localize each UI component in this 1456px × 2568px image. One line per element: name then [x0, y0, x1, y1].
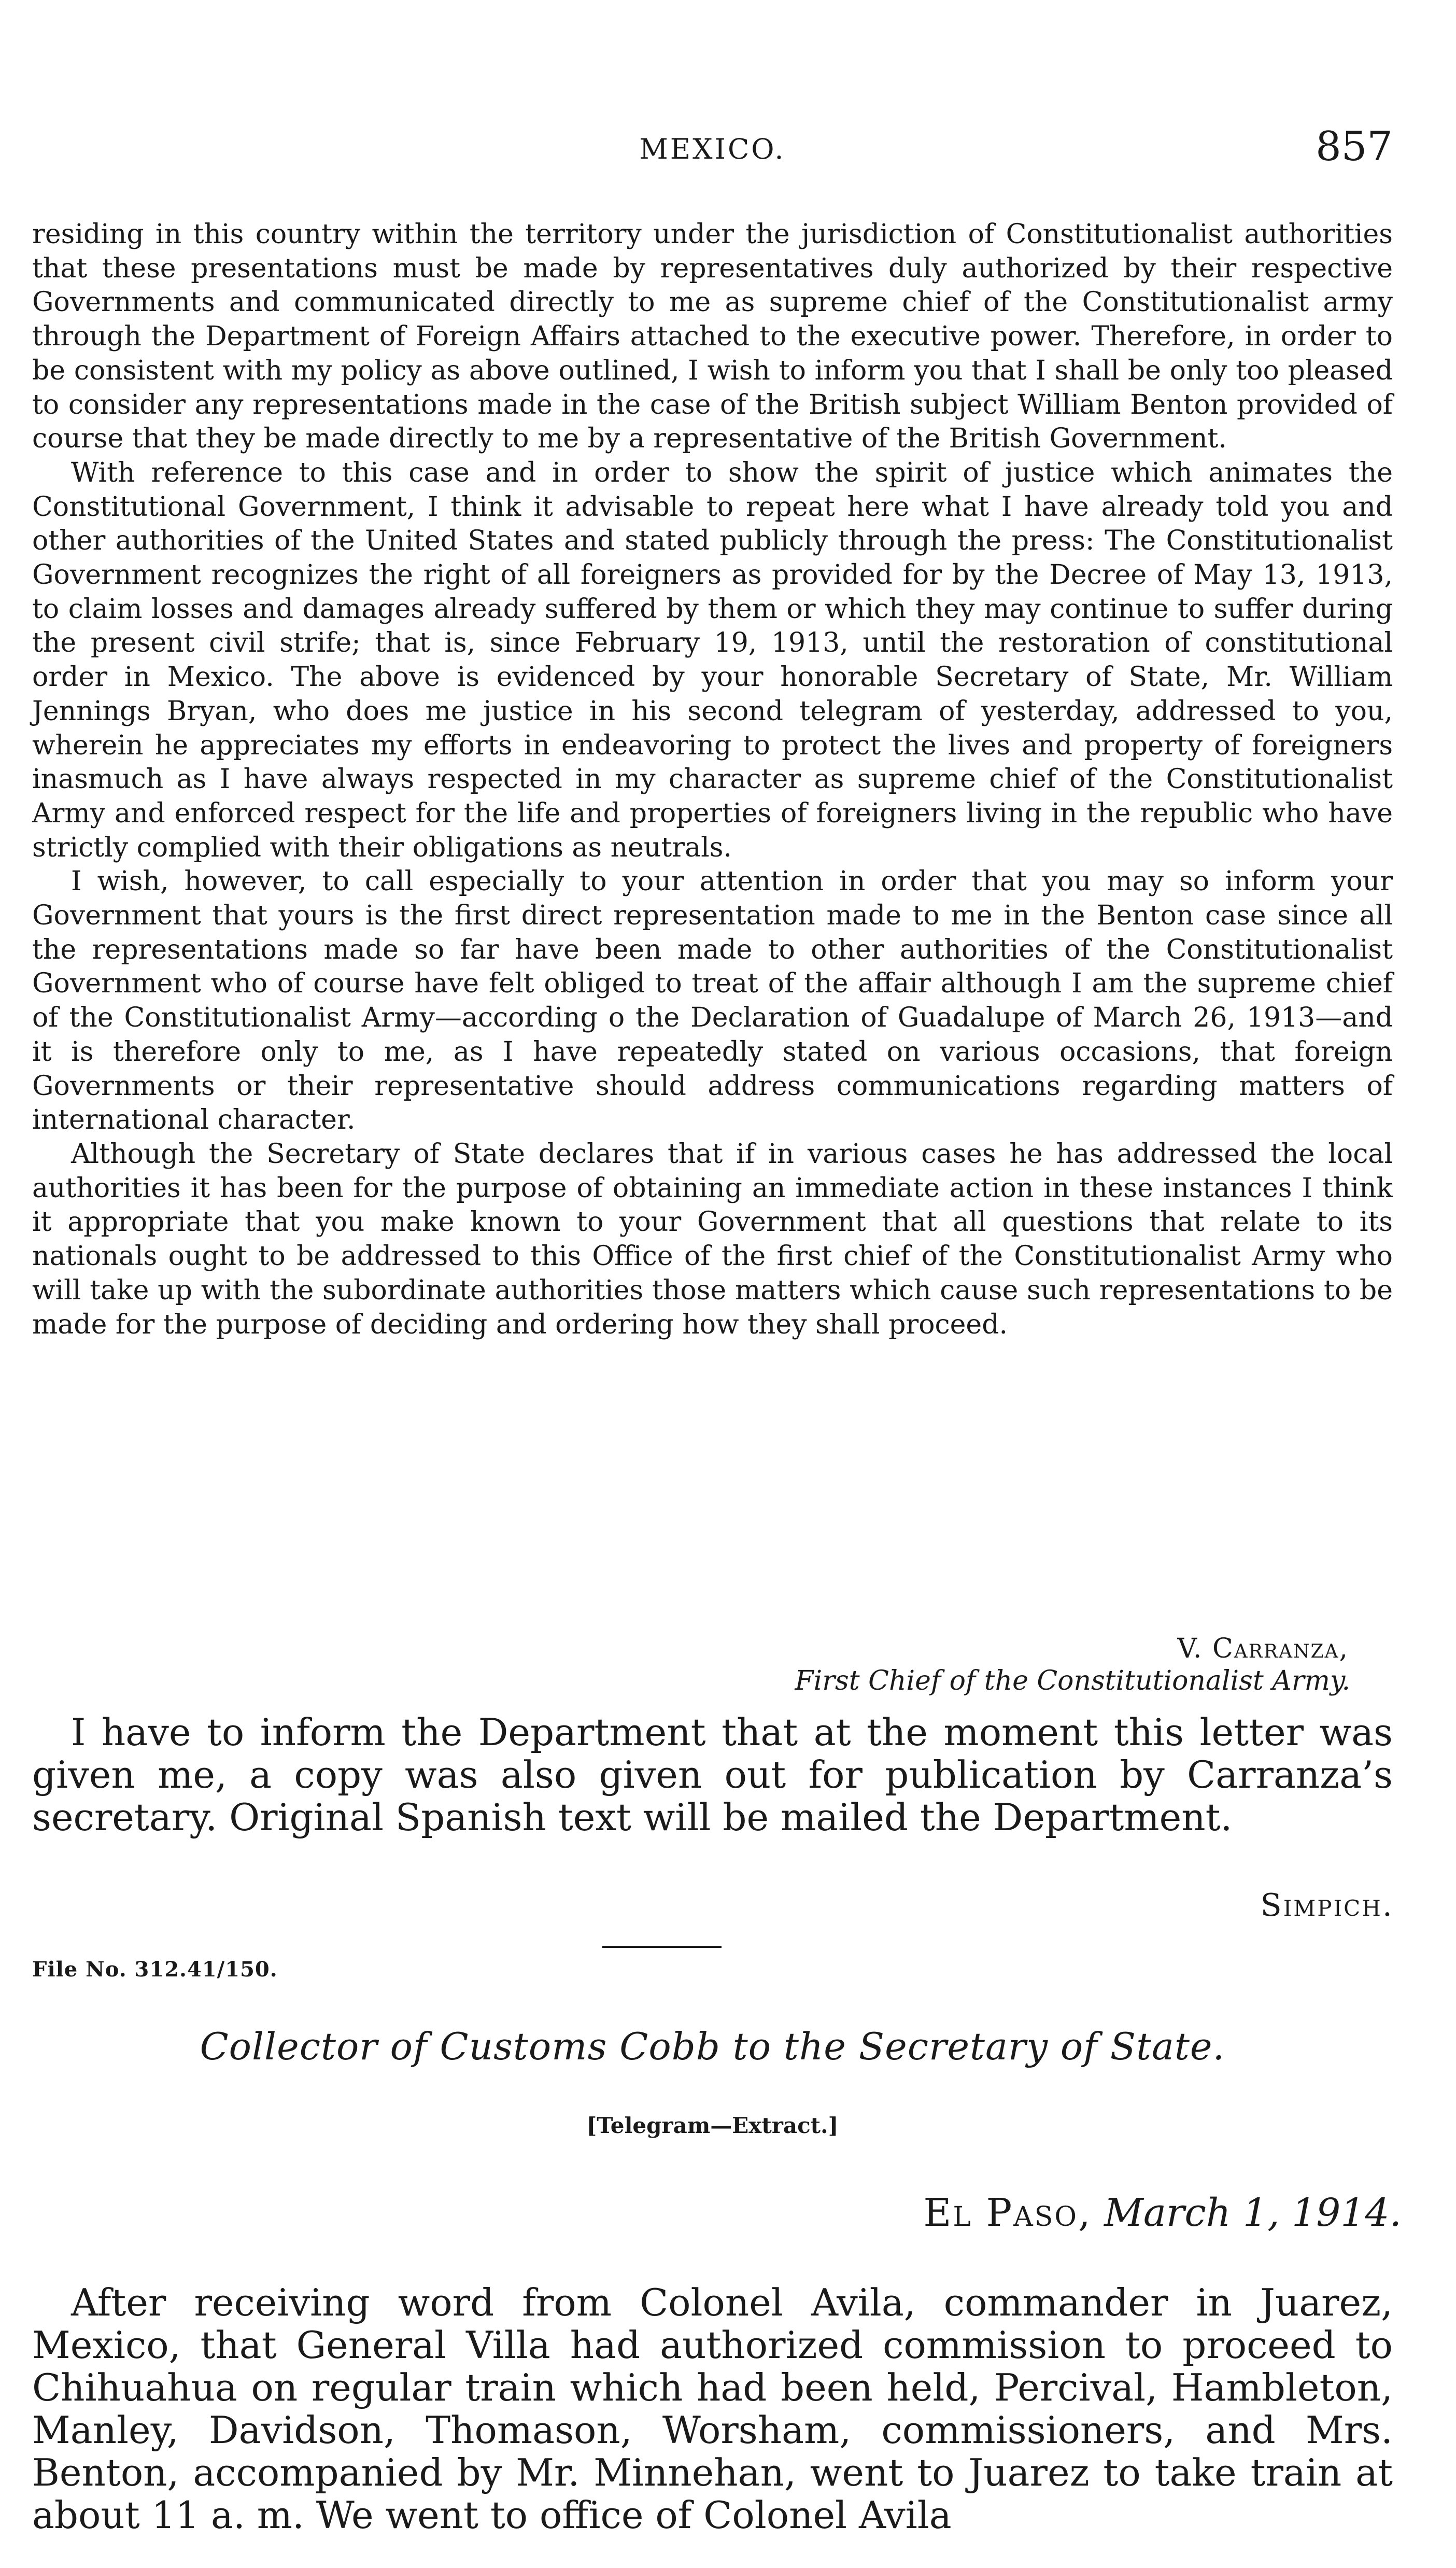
telegram-paragraph: After receiving word from Colonel Avila, commander in Juarez, Mexico, that General Villa had authorized commission to proceed to Chihuahua on regular train which had been held, Percival, Hambleton, Manley, Davidson, Thomason, Worsham, commissioners, and Mrs. Benton, accompanied by Mr. Minnehan, went to Juarez to take train at about 11 a. m. We went to office of Colonel Avila	[32, 2281, 1393, 2537]
dateline-date: March 1, 1914.	[1104, 2191, 1402, 2235]
page-header	[32, 123, 1393, 170]
dateline-place: El Paso,	[923, 2191, 1092, 2235]
section-divider	[602, 1946, 722, 1948]
file-number: File No. 312.41/150.	[32, 1957, 278, 1982]
document-title: Collector of Customs Cobb to the Secretary of State.	[200, 2025, 1225, 2068]
running-title: MEXICO.	[639, 133, 786, 165]
letter-body	[32, 218, 1393, 1342]
letter-paragraph-3: I wish, however, to call especially to your attention in order that you may so inform your Government that yours is the first direct representation made to me in the Benton case since all the representations made so far have been made to other authorities of the Constitutionalist Government who of course have felt obliged to treat of the affair although I am the supreme chief of the Constitutionalist Army—according o the Declaration of Guadalupe of March 26, 1913—and it is therefore only to me, as I have repeatedly stated on various occasions, that foreign Governments or their representative should address communications regarding matters of international character.	[32, 866, 1393, 1136]
signature-name: V. Carranza,	[1177, 1633, 1349, 1664]
document-subtitle: [Telegram—Extract.]	[586, 2113, 839, 2138]
page-number: 857	[1316, 123, 1393, 170]
telegram-body	[32, 2281, 1393, 2536]
letter-paragraph-2: With reference to this case and in order to show the spirit of justice which animates the Constitutional Government, I think it advisable to repeat here what I have already told you and other authorities of the United States and stated publicly through the press: The Constitutionalist Government recognizes the right of all foreigners as provided for by the Decree of May 13, 1913, to claim losses and damages already suffered by them or which they may continue to suffer during the present civil strife; that is, since February 19, 1913, until the restoration of constitutional order in Mexico. The above is evidenced by your honorable Secretary of State, Mr. William Jennings Bryan, who does me justice in his second telegram of yesterday, addressed to you, wherein he appreciates my efforts in endeavoring to protect the lives and property of foreigners inasmuch as I have always respected in my character as supreme chief of the Constitutionalist Army and enforced respect for the life and properties of foreigners living in the republic who have strictly complied with their obligations as neutrals.	[32, 457, 1393, 863]
letter-paragraph-1: residing in this country within the territory under the jurisdiction of Constitutionalist authorities that these presentations must be made by representatives duly authorized by their respective Governments and communicated directly to me as supreme chief of the Constitutionalist army through the Department of Foreign Affairs attached to the executive power. Therefore, in order to be consistent with my policy as above outlined, I wish to inform you that I shall be only too pleased to consider any representations made in the case of the British subject William Benton provided of course that they be made directly to me by a representative of the British Government.	[32, 219, 1393, 455]
letter-paragraph-4: Although the Secretary of State declares that if in various cases he has addressed the local authorities it has been for the purpose of obtaining an immediate action in these instances I think it appropriate that you make known to your Government that all questions that relate to its nationals ought to be addressed to this Office of the first chief of the Constitutionalist Army who will take up with the subordinate authorities those matters which cause such representations to be made for the purpose of deciding and ordering how they shall proceed.	[32, 1138, 1393, 1340]
dateline	[923, 2191, 1402, 2235]
dispatch-note	[32, 1711, 1393, 1839]
dispatch-signature: Simpich.	[1260, 1887, 1394, 1924]
letter-signature	[32, 1633, 1393, 1701]
dispatch-note-text: I have to inform the Department that at the moment this letter was given me, a copy was also given out for publication by Carranza’s secretary. Original Spanish text will be mailed the Department.	[32, 1710, 1393, 1839]
signature-title: First Chief of the Constitutionalist Army.	[795, 1665, 1350, 1696]
